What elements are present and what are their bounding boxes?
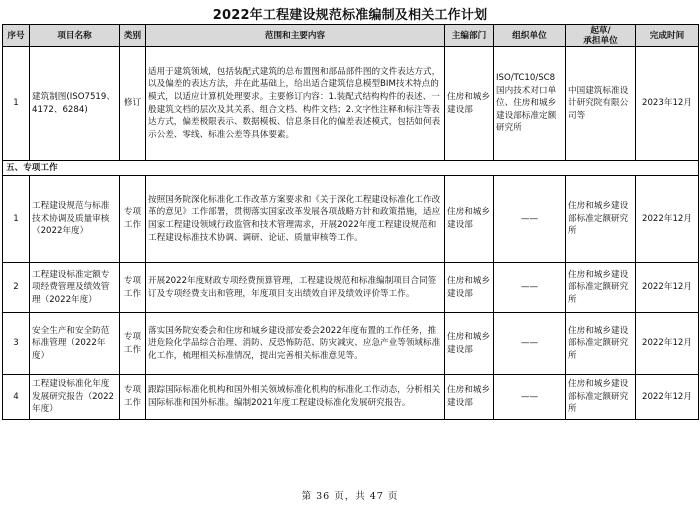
row-drafter: 中国建筑标准设计研究院有限公司等 bbox=[566, 47, 636, 161]
row-drafter: 住房和城乡建设部标准定额研究所 bbox=[566, 263, 636, 313]
row-name: 建筑制图(ISO7519、4172、6284) bbox=[30, 47, 120, 161]
row-content: 适用于建筑领域，包括装配式建筑的总布置图和部品部件图的文件表达方式，以及偏差的表达方法，并在此基础上，给出适合建筑信息模型BIM技术特点的模式，以适应计算机处理要求。主要修订内容：1.装配式结构构件的表述、一般建筑文档的层次及其关系、组合文档、构件文档；2.文字性注释和标注等表达方式，偏差极限表示、数据模板、信息条目化的偏差表述模式，包括如何表示公差、零线、标准公差等具体要素。 bbox=[146, 47, 445, 161]
section-label: 五、专项工作 bbox=[3, 161, 699, 176]
row-name: 工程建设规范与标准技术协调及质量审核（2022年度） bbox=[30, 176, 120, 263]
row-org: ISO/TC10/SC8国内技术对口单位、住房和城乡建设部标准定额研究所 bbox=[494, 47, 566, 161]
row-content: 跟踪国际标准化机构和国外相关领域标准化机构的标准化工作动态，分析相关国际标准和国外标准。编制2021年度工程建设标准化发展研究报告。 bbox=[146, 375, 445, 420]
table-row bbox=[3, 375, 699, 420]
table-row bbox=[3, 176, 699, 263]
row-category: 专项工作 bbox=[120, 263, 146, 313]
row-dept: 住房和城乡建设部 bbox=[445, 47, 494, 161]
row-no: 2 bbox=[3, 263, 30, 313]
row-org: —— bbox=[494, 263, 566, 313]
table-row bbox=[3, 263, 699, 313]
header-date: 完成时间 bbox=[636, 25, 699, 47]
row-no: 3 bbox=[3, 313, 30, 375]
row-drafter: 住房和城乡建设部标准定额研究所 bbox=[566, 313, 636, 375]
row-no: 1 bbox=[3, 176, 30, 263]
row-drafter: 住房和城乡建设部标准定额研究所 bbox=[566, 375, 636, 420]
table-row bbox=[3, 313, 699, 375]
row-drafter: 住房和城乡建设部标准定额研究所 bbox=[566, 176, 636, 263]
table-row bbox=[3, 47, 699, 161]
header-drafter: 起草/ 承担单位 bbox=[566, 25, 636, 47]
header-no: 序号 bbox=[3, 25, 30, 47]
row-date: 2022年12月 bbox=[636, 263, 699, 313]
row-category: 专项工作 bbox=[120, 313, 146, 375]
table-header-row bbox=[3, 25, 699, 47]
page-footer: 第 36 页，共 47 页 bbox=[301, 491, 399, 502]
row-dept: 住房和城乡建设部 bbox=[445, 263, 494, 313]
row-dept: 住房和城乡建设部 bbox=[445, 375, 494, 420]
header-dept: 主编部门 bbox=[445, 25, 494, 47]
row-content: 开展2022年度财政专项经费预算管理，工程建设规范和标准编制项目合同签订及专项经费支出和管理，年度项目支出绩效自评及绩效评价等工作。 bbox=[146, 263, 445, 313]
row-category: 修订 bbox=[120, 47, 146, 161]
row-no: 4 bbox=[3, 375, 30, 420]
row-org: —— bbox=[494, 313, 566, 375]
document-title: 2022年工程建设规范标准编制及相关工作计划 bbox=[212, 8, 488, 23]
row-date: 2022年12月 bbox=[636, 176, 699, 263]
row-no: 1 bbox=[3, 47, 30, 161]
header-name: 项目名称 bbox=[30, 25, 120, 47]
header-org: 组织单位 bbox=[494, 25, 566, 47]
row-org: —— bbox=[494, 375, 566, 420]
row-date: 2022年12月 bbox=[636, 375, 699, 420]
header-content: 范围和主要内容 bbox=[146, 25, 445, 47]
row-dept: 住房和城乡建设部 bbox=[445, 176, 494, 263]
header-category: 类别 bbox=[120, 25, 146, 47]
row-name: 安全生产和安全防范标准管理（2022年度） bbox=[30, 313, 120, 375]
row-category: 专项工作 bbox=[120, 375, 146, 420]
section-row bbox=[3, 161, 699, 176]
row-name: 工程建设标准化年度发展研究报告（2022年度） bbox=[30, 375, 120, 420]
row-category: 专项工作 bbox=[120, 176, 146, 263]
row-content: 落实国务院安委会和住房和城乡建设部安委会2022年度布置的工作任务，推进危险化学品综合治理、消防、反恐怖防范、防灾减灾、应急产业等领域标准化工作，梳理相关标准情况，提出完善相关标准意见等。 bbox=[146, 313, 445, 375]
row-date: 2022年12月 bbox=[636, 313, 699, 375]
row-name: 工程建设标准定额专项经费管理及绩效管理（2022年度） bbox=[30, 263, 120, 313]
row-date: 2023年12月 bbox=[636, 47, 699, 161]
work-plan-table bbox=[2, 24, 699, 420]
row-content: 按照国务院深化标准化工作改革方案要求和《关于深化工程建设标准化工作改革的意见》工作部署，贯彻落实国家改革发展各项战略方针和政策措施，适应国家工程建设领域行政监管和技术管理需求，开展2022年度工程建设规范和工程建设标准技术协调、调研、论证、质量审核等工作。 bbox=[146, 176, 445, 263]
row-org: —— bbox=[494, 176, 566, 263]
row-dept: 住房和城乡建设部 bbox=[445, 313, 494, 375]
